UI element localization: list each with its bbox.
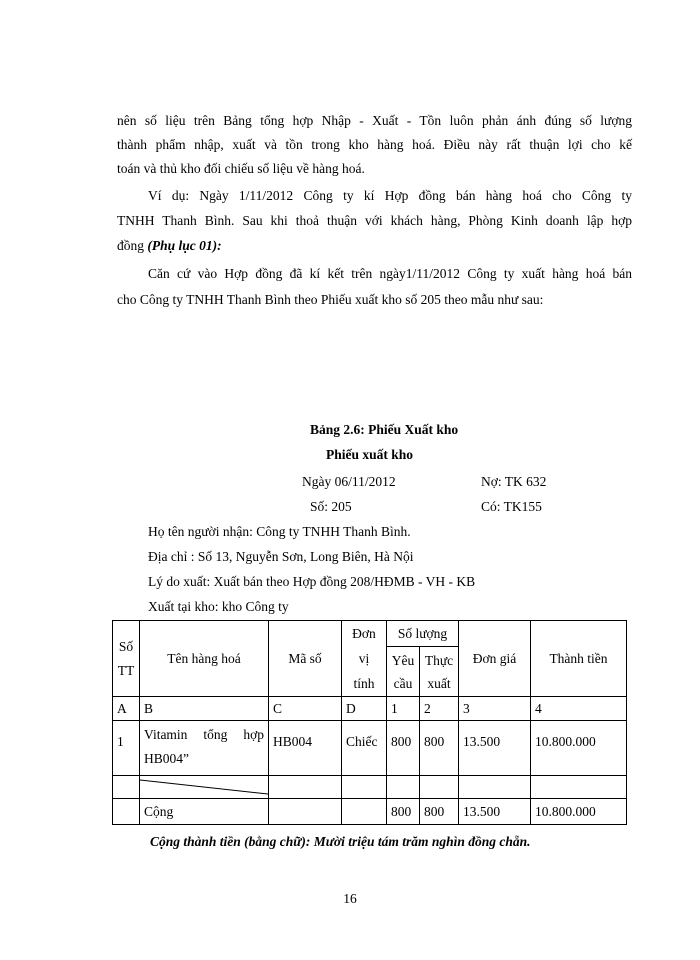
code-cell: 1 [387,697,420,721]
total-amount: 10.800.000 [531,799,627,825]
total-required: 800 [387,799,420,825]
code-cell: C [269,697,342,721]
issue-slip-table [112,620,627,825]
header-unit-line: tính [353,676,375,691]
form-address: Địa chỉ : Số 13, Nguyễn Sơn, Long Biên, Hà Nội [148,549,414,564]
total-actual: 800 [420,799,459,825]
empty-cell [387,776,420,799]
item-required: 800 [387,721,420,776]
item-code: HB004 [269,721,342,776]
code-cell: 2 [420,697,459,721]
body-text-line: nên số liệu trên Bảng tổng hợp Nhập - Xuất - Tồn luôn phản ánh đúng số lượng [117,113,632,128]
header-required-line: Yêu [391,652,415,668]
code-cell: 4 [531,697,627,721]
table-total-row [113,799,627,825]
header-unit-line: vị [358,651,370,666]
header-required-line: cầu [393,675,413,691]
item-name-line: Vitamin tổng hợp [144,727,264,742]
item-stt: 1 [113,721,140,776]
header-unit-line: Đơn [352,626,376,641]
header-amount: Thành tiền [531,621,627,697]
form-reason: Lý do xuất: Xuất bán theo Hợp đồng 208/HĐMB - VH - KB [148,574,476,589]
form-number: Số: 205 [310,499,352,514]
body-text-line: TNHH Thanh Bình. Sau khi thoả thuận với khách hàng, Phòng Kinh doanh lập hợp [117,213,632,228]
empty-cell [420,776,459,799]
header-stt-line: TT [117,662,135,678]
item-unit: Chiếc [342,721,387,776]
total-cell [342,799,387,825]
header-quantity: Số lượng [387,621,459,647]
form-warehouse: Xuất tại kho: kho Công ty [148,599,289,614]
body-text-line: Căn cứ vào Hợp đồng đã kí kết trên ngày1/11/2012 Công ty xuất hàng hoá bán [148,266,632,281]
table-code-row [113,697,627,721]
header-actual [420,647,459,697]
table-row-empty [113,776,627,799]
item-name-line: HB004” [144,751,189,766]
form-title: Phiếu xuất kho [326,447,414,462]
body-text-line: cho Công ty TNHH Thanh Bình theo Phiếu xuất kho số 205 theo mẫu như sau: [117,292,544,307]
form-date: Ngày 06/11/2012 [302,474,396,489]
code-cell: B [140,697,269,721]
item-amount: 10.800.000 [531,721,627,776]
item-name [140,721,269,776]
body-text: đồng [117,238,148,253]
appendix-reference: (Phụ lục 01): [147,238,222,253]
form-credit: Có: TK155 [481,499,542,514]
empty-cell [269,776,342,799]
header-stt [113,621,140,697]
table-header-row [113,621,627,647]
body-text-line: toán và thủ kho đối chiếu số liệu về hàng hoá. [117,161,365,176]
form-debit: Nợ: TK 632 [481,474,547,489]
table-caption: Bảng 2.6: Phiếu Xuất kho [310,422,459,437]
item-actual: 800 [420,721,459,776]
item-price: 13.500 [459,721,531,776]
amount-in-words: Cộng thành tiền (bằng chữ): Mười triệu tám trăm nghìn đồng chẵn. [150,834,531,849]
empty-cell [140,776,269,799]
total-price: 13.500 [459,799,531,825]
header-unit [342,621,387,697]
body-text-line: thành phẩm nhập, xuất và tồn trong kho hàng hoá. Điều này rất thuận lợi cho kế [117,137,632,152]
empty-cell [113,776,140,799]
header-price: Đơn giá [459,621,531,697]
body-text-line [117,238,632,254]
total-cell [269,799,342,825]
header-required [387,647,420,697]
empty-cell [531,776,627,799]
header-code: Mã số [269,621,342,697]
form-recipient: Họ tên người nhận: Công ty TNHH Thanh Bình. [148,524,411,539]
total-label: Cộng [140,799,269,825]
empty-cell [459,776,531,799]
body-text-line: Ví dụ: Ngày 1/11/2012 Công ty kí Hợp đồng bán hàng hoá cho Công ty [148,188,632,203]
header-actual-line: xuất [427,675,451,691]
code-cell: A [113,697,140,721]
table-row [113,721,627,776]
header-stt-line: Số [118,638,134,654]
total-cell [113,799,140,825]
code-cell: 3 [459,697,531,721]
header-name: Tên hàng hoá [140,621,269,697]
header-actual-line: Thực [424,652,454,668]
diagonal-strike [140,776,268,798]
empty-cell [342,776,387,799]
page-number: 16 [343,891,357,906]
code-cell: D [342,697,387,721]
